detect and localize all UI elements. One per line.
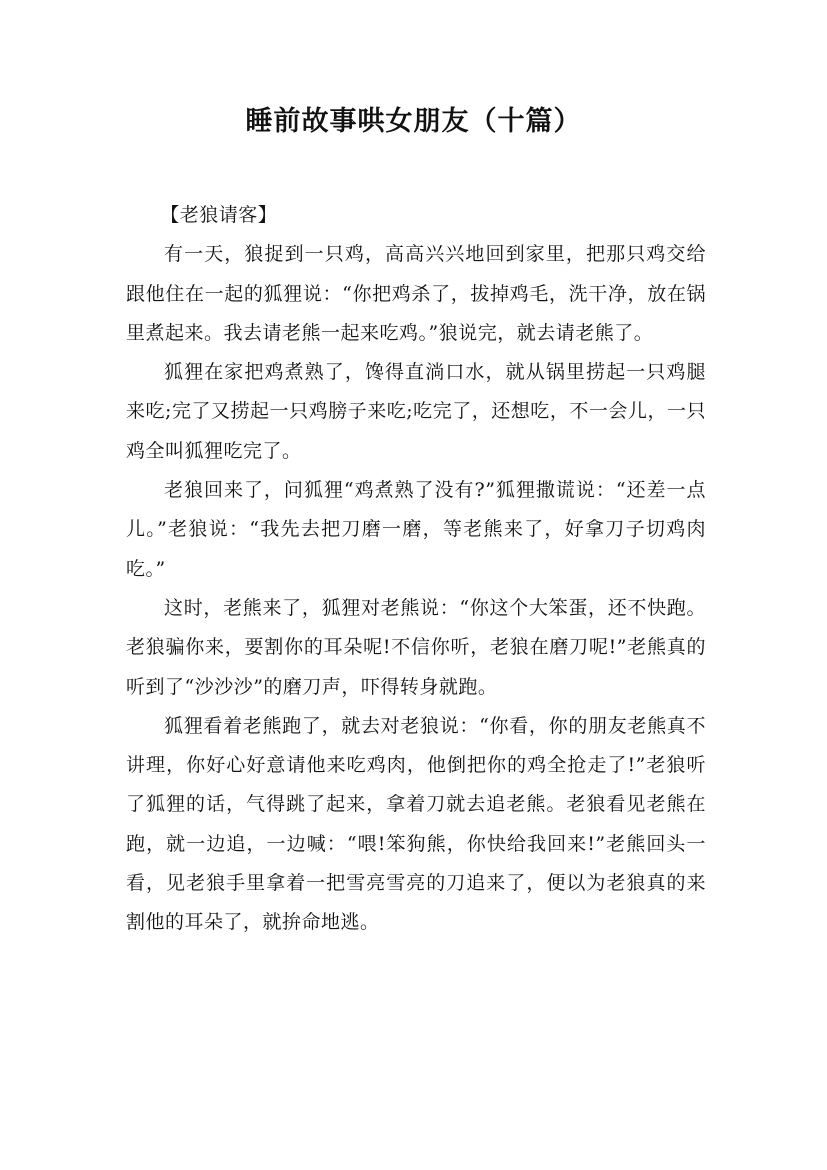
section-heading: 【老狼请客】: [160, 204, 278, 226]
paragraph: 狐狸看着老熊跑了，就去对老狼说：“你看，你的朋友老熊真不讲理，你好心好意请他来吃鸡肉，他倒把你的鸡全抢走了!”老狼听了狐狸的话，气得跳了起来，拿着刀就去追老熊。老狼看见老熊在跑，就一边追，一边喊：“喂!笨狗熊，你快给我回来!”老熊回头一看，见老狼手里拿着一把雪亮雪亮的刀追来了，便以为老狼真的来割他的耳朵了，就拚命地逃。: [126, 714, 706, 934]
paragraph: 老狼回来了，问狐狸“鸡煮熟了没有?”狐狸撒谎说：“还差一点儿。”老狼说：“我先去把刀磨一磨，等老熊来了，好拿刀子切鸡肉吃。”: [126, 479, 706, 580]
document-body: [126, 196, 706, 943]
paragraph: 有一天，狼捉到一只鸡，高高兴兴地回到家里，把那只鸡交给跟他住在一起的狐狸说：“你把鸡杀了，拔掉鸡毛，洗干净，放在锅里煮起来。我去请老熊一起来吃鸡。”狼说完，就去请老熊了。: [126, 243, 706, 344]
document-title: 睡前故事哄女朋友（十篇）: [245, 106, 582, 137]
paragraph: 狐狸在家把鸡煮熟了，馋得直淌口水，就从锅里捞起一只鸡腿来吃;完了又捞起一只鸡膀子来吃;吃完了，还想吃，不一会儿，一只鸡全叫狐狸吃完了。: [126, 361, 706, 462]
paragraph: 这时，老熊来了，狐狸对老熊说：“你这个大笨蛋，还不快跑。老狼骗你来，要割你的耳朵呢!不信你听，老狼在磨刀呢!”老熊真的听到了“沙沙沙”的磨刀声，吓得转身就跑。: [126, 596, 706, 698]
